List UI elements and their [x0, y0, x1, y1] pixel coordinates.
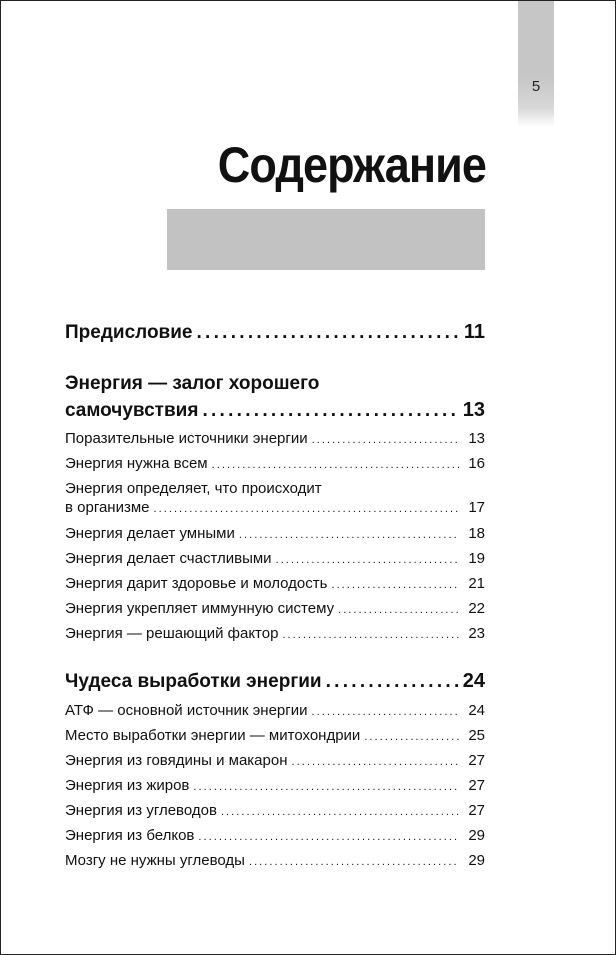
leader-dots [331, 572, 459, 597]
toc-entry-label: Энергия — решающий фактор [65, 625, 279, 642]
toc-entry-page: 13 [462, 399, 485, 421]
toc-entry-label: Энергия делает счастливыми [65, 550, 272, 567]
toc-entry-label: Мозгу не нужны углеводы [65, 852, 245, 869]
title-decorative-bar [167, 209, 485, 270]
toc-entry[interactable] [65, 572, 485, 597]
toc-entry-page: 24 [462, 670, 485, 692]
leader-dots [221, 799, 459, 824]
toc-entry[interactable] [65, 479, 485, 519]
toc-entry-page: 22 [468, 600, 485, 617]
toc-entry[interactable] [65, 749, 485, 774]
toc-entry[interactable] [65, 547, 485, 572]
toc-entry-section1[interactable] [65, 370, 485, 424]
toc-entry[interactable] [65, 597, 485, 622]
toc-entry[interactable] [65, 427, 485, 452]
toc-entry[interactable] [65, 724, 485, 749]
leader-dots [239, 522, 459, 547]
toc-entry-page: 19 [468, 550, 485, 567]
leader-dots [326, 669, 459, 695]
page-number-tab [518, 1, 554, 127]
toc-entry-page: 21 [468, 575, 485, 592]
leader-dots [292, 749, 460, 774]
leader-dots [198, 824, 459, 849]
toc-entry[interactable] [65, 824, 485, 849]
toc-section-title: Чудеса выработки энергии [65, 671, 322, 692]
toc-entry-page: 23 [468, 625, 485, 642]
toc-entry-page: 24 [468, 702, 485, 719]
toc-entry-page: 25 [468, 727, 485, 744]
toc-section-title-line2: самочувствия [65, 400, 199, 421]
toc-entry[interactable] [65, 622, 485, 647]
toc-entry-page: 27 [468, 802, 485, 819]
toc-entry-label: АТФ — основной источник энергии [65, 702, 308, 719]
toc-entry-page: 11 [463, 321, 485, 343]
leader-dots [212, 452, 459, 477]
toc-entry-label: Место выработки энергии — митохондрии [65, 727, 361, 744]
toc-entry-page: 29 [468, 827, 485, 844]
toc-entry-label: Энергия из углеводов [65, 802, 217, 819]
toc-entry-label: Энергия нужна всем [65, 455, 208, 472]
leader-dots [364, 724, 459, 749]
toc-entry-page: 17 [468, 499, 485, 516]
toc-section-title-line1: Энергия — залог хорошего [65, 373, 320, 394]
toc-entry[interactable] [65, 799, 485, 824]
leader-dots [193, 774, 459, 799]
leader-dots [249, 849, 459, 874]
leader-dots [312, 699, 460, 724]
toc-entry-label: Энергия из белков [65, 827, 195, 844]
toc-entry-label: Энергия укрепляет иммунную систему [65, 600, 335, 617]
toc-entry-page: 27 [468, 752, 485, 769]
page-number: 5 [531, 78, 541, 95]
toc-entry[interactable] [65, 774, 485, 799]
leader-dots [338, 597, 459, 622]
toc-entry-label-line1: Энергия определяет, что происходит [65, 480, 322, 497]
toc-entry-label: Энергия из говядины и макарон [65, 752, 288, 769]
toc-entry-label: Предисловие [65, 322, 193, 343]
toc-entry[interactable] [65, 452, 485, 477]
toc-entry[interactable] [65, 522, 485, 547]
page-title: Содержание [217, 137, 486, 193]
toc-entry-label: Поразительные источники энергии [65, 430, 308, 447]
toc-entry-section2[interactable] [65, 668, 485, 695]
toc-entry-label: Энергия делает умными [65, 525, 235, 542]
leader-dots [202, 398, 458, 424]
leader-dots [312, 427, 459, 452]
toc-entry-label: Энергия дарит здоровье и молодость [65, 575, 328, 592]
toc-entry-preface[interactable] [65, 318, 485, 347]
toc-entry-label: Энергия из жиров [65, 777, 190, 794]
toc-entry-page: 27 [468, 777, 485, 794]
toc-entry[interactable] [65, 849, 485, 874]
toc-entry-label-line2: в организме [65, 499, 150, 516]
toc-entry-page: 13 [468, 430, 485, 447]
leader-dots [276, 547, 459, 572]
leader-dots [154, 498, 460, 519]
table-of-contents [65, 318, 485, 874]
toc-entry-page: 29 [468, 852, 485, 869]
leader-dots [197, 319, 460, 347]
toc-entry-page: 16 [468, 455, 485, 472]
toc-entry-page: 18 [468, 525, 485, 542]
toc-entry[interactable] [65, 699, 485, 724]
leader-dots [282, 622, 459, 647]
